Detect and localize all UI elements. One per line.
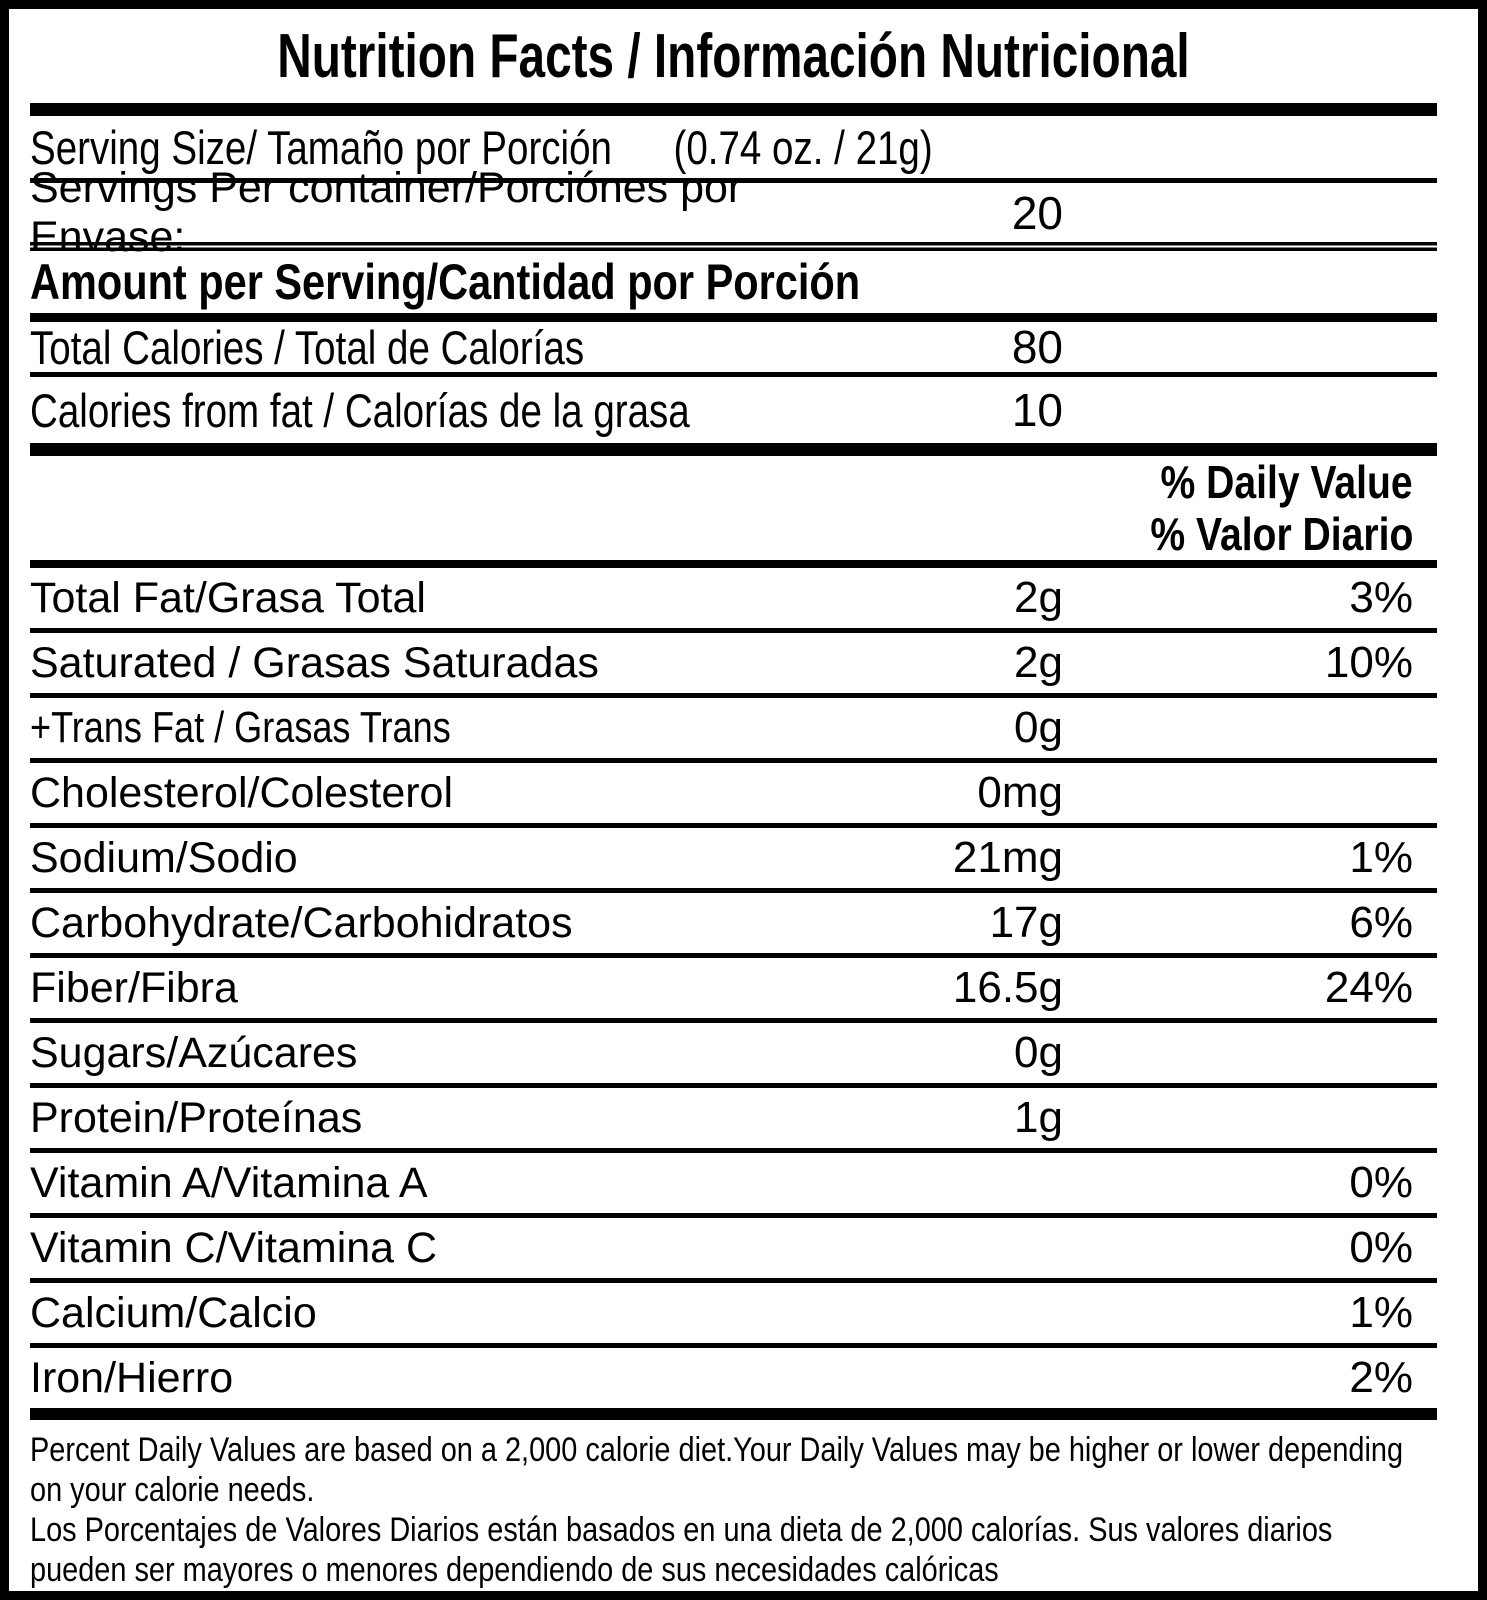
nutrient-label: Calcium/Calcio [30,1288,317,1337]
nutrient-percent: 1% [1349,833,1413,882]
total-calories-label: Total Calories / Total de Calorías [30,320,585,374]
nutrient-label: Cholesterol/Colesterol [30,768,454,817]
nutrient-amount: 2g [1014,638,1063,687]
nutrient-label: Protein/Proteínas [30,1093,363,1142]
daily-value-line-es [30,508,1413,560]
nutrient-percent: 24% [1324,963,1413,1012]
nutrient-label: Vitamin A/Vitamina A [30,1158,428,1207]
serving-size-row [30,116,1437,178]
nutrient-row-sugars [30,1023,1437,1083]
nutrient-amount: 2g [1014,573,1063,622]
nutrient-row-carbohydrate [30,893,1437,953]
serving-size-value: (0.74 oz. / 21g) [673,120,933,174]
amount-per-serving-header: Amount per Serving/Cantidad por Porción [30,254,861,310]
daily-value-header-es: % Valor Diario [1150,508,1413,560]
calories-from-fat-row [30,377,1437,443]
nutrient-row-cholesterol [30,763,1437,823]
nutrient-percent: 2% [1349,1353,1413,1402]
servings-per-container-row [30,163,1437,261]
nutrient-label: Saturated / Grasas Saturadas [30,638,599,687]
total-calories-row [30,322,1437,372]
nutrient-label: Vitamin C/Vitamina C [30,1223,438,1272]
nutrient-percent: 10% [1324,638,1413,687]
divider-thick [30,560,1437,568]
nutrient-label: Carbohydrate/Carbohidratos [30,898,573,947]
footnote-spanish: Los Porcentajes de Valores Diarios están basados en una dieta de 2,000 calorías. Sus valores diarios pueden ser mayores o menores dependiendo de sus necesidades calóricas [30,1511,1333,1589]
divider-thick [30,443,1437,456]
calories-from-fat-label: Calories from fat / Calorías de la grasa [30,383,690,437]
nutrient-amount: 1g [1014,1093,1063,1142]
servings-value: 20 [1011,186,1063,239]
nutrient-label: Iron/Hierro [30,1353,234,1402]
nutrient-row-fiber [30,958,1437,1018]
nutrient-amount: 16.5g [952,963,1063,1012]
nutrient-percent: 0% [1349,1223,1413,1272]
nutrient-amount: 0mg [977,768,1063,817]
divider-thick [30,1408,1437,1420]
servings-label: Servings Per container/Porciónes por Envase: [30,163,743,261]
serving-size-cell [30,120,1437,175]
nutrient-label: Sugars/Azúcares [30,1028,358,1077]
nutrient-row-trans-fat [30,698,1437,758]
nutrient-row-sodium [30,828,1437,888]
title-row [30,9,1437,103]
serving-size-text [30,120,933,175]
nutrient-row-iron [30,1348,1437,1408]
label-title: Nutrition Facts / Información Nutricional [277,21,1190,91]
footnote-block [30,1420,1437,1590]
nutrient-percent: 1% [1349,1288,1413,1337]
footnote-text [30,1430,1437,1590]
amount-per-serving-header-row [30,251,1437,313]
nutrient-row-vitamin-c [30,1218,1437,1278]
daily-value-line-en [30,456,1413,508]
nutrient-label-cell [30,703,843,753]
nutrient-amount: 21mg [952,833,1063,882]
nutrient-amount: 0g [1014,1028,1063,1077]
nutrient-label: +Trans Fat / Grasas Trans [30,703,451,752]
amount-per-serving-cell [30,253,1030,311]
nutrient-percent: 3% [1349,573,1413,622]
nutrient-row-protein [30,1088,1437,1148]
calories-from-fat-value: 10 [1011,384,1063,436]
footnote-english: Percent Daily Values are based on a 2,000 calorie diet.Your Daily Values may be higher or lower depending on your calorie needs. [30,1431,1404,1509]
nutrient-label: Sodium/Sodio [30,833,298,882]
nutrient-row-vitamin-a [30,1153,1437,1213]
nutrient-label: Total Fat/Grasa Total [30,573,426,622]
nutrient-row-saturated-fat [30,633,1437,693]
serving-size-label: Serving Size/ Tamaño por Porción [30,120,612,174]
daily-value-header-block [30,456,1437,560]
calories-from-fat-cell [30,383,843,438]
nutrient-row-total-fat [30,568,1437,628]
nutrient-percent: 0% [1349,1158,1413,1207]
nutrient-row-calcium [30,1283,1437,1343]
nutrient-amount: 0g [1014,703,1063,752]
nutrient-label: Fiber/Fibra [30,963,238,1012]
total-calories-cell [30,320,843,375]
total-calories-value: 80 [1011,321,1063,373]
title-divider-bar [30,103,1437,116]
nutrient-percent: 6% [1349,898,1413,947]
daily-value-header-en: % Daily Value [1160,456,1413,508]
label-content [30,9,1437,1590]
nutrient-amount: 17g [989,898,1063,947]
